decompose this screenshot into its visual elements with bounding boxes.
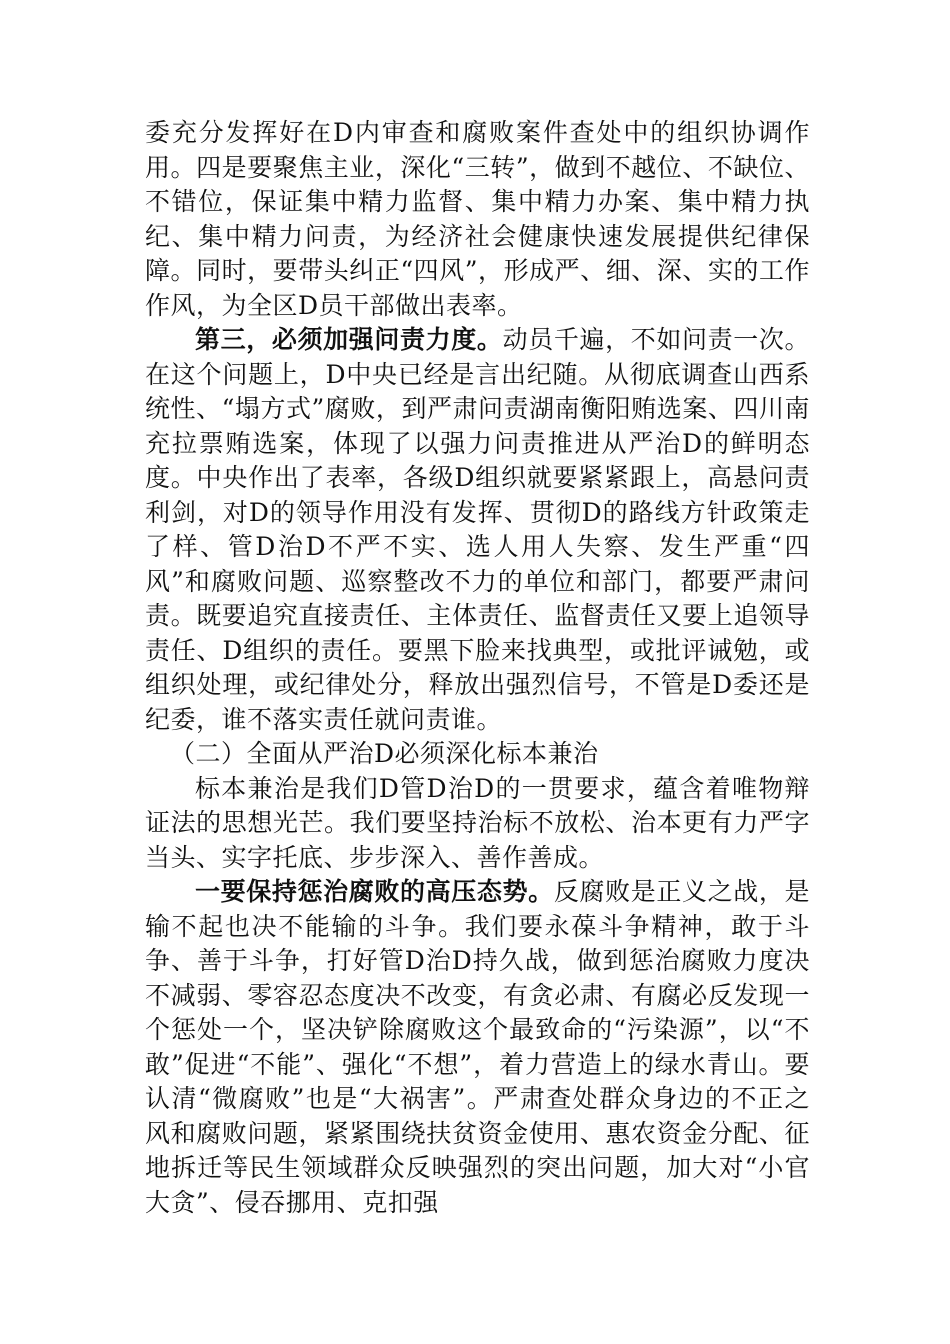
paragraph-1-text: 委充分发挥好在D内审查和腐败案件查处中的组织协调作用。四是要聚焦主业，深化“三转”，做到不越位、不缺位、不错位，保证集中精力监督、集中精力办案、集中精力执纪、集中精力问责，为经济社会健康快速发展提供纪律保障。同时，要带头纠正“四风”，形成严、细、深、实的工作作风，为全区D员干部做出表率。 [145,118,810,320]
paragraph-4 [145,772,810,876]
paragraph-1 [145,116,810,323]
document-page [145,116,810,1220]
paragraph-2 [145,323,810,737]
paragraph-4-text: 标本兼治是我们D管D治D的一贯要求，蕴含着唯物辩证法的思想光芒。我们要坚持治标不放松、治本更有力严字当头、实字托底、步步深入、善作善成。 [145,773,810,872]
paragraph-5 [145,875,810,1220]
section-heading-text: （二）全面从严治D必须深化标本兼治 [170,739,599,768]
paragraph-5-lead: 一要保持惩治腐败的高压态势。 [195,877,554,906]
section-heading [145,737,810,772]
paragraph-2-text: 动员千遍，不如问责一次。在这个问题上，D中央已经是言出纪随。从彻底调查山西系统性、“塌方式”腐败，到严肃问责湖南衡阳贿选案、四川南充拉票贿选案，体现了以强力问责推进从严治D的鲜明态度。中央作出了表率，各级D组织就要紧紧跟上，高悬问责利剑，对D的领导作用没有发挥、贯彻D的路线方针政策走了样、管D治D不严不实、选人用人失察、发生严重“四风”和腐败问题、巡察整改不力的单位和部门，都要严肃问责。既要追究直接责任、主体责任、监督责任又要上追领导责任、D组织的责任。要黑下脸来找典型，或批评诫勉，或组织处理，或纪律处分，释放出强烈信号，不管是D委还是纪委，谁不落实责任就问责谁。 [145,325,810,734]
paragraph-2-lead: 第三，必须加强问责力度。 [195,325,503,354]
paragraph-5-text: 反腐败是正义之战，是输不起也决不能输的斗争。我们要永葆斗争精神，敢于斗争、善于斗争，打好管D治D持久战，做到惩治腐败力度决不减弱、零容忍态度决不改变，有贪必肃、有腐必反发现一个惩处一个，坚决铲除腐败这个最致命的“污染源”，以“不敢”促进“不能”、强化“不想”，着力营造上的绿水青山。要认清“微腐败”也是“大祸害”。严肃查处群众身边的不正之风和腐败问题，紧紧围绕扶贫资金使用、惠农资金分配、征地拆迁等民生领域群众反映强烈的突出问题，加大对“小官大贪”、侵吞挪用、克扣强 [145,877,810,1217]
